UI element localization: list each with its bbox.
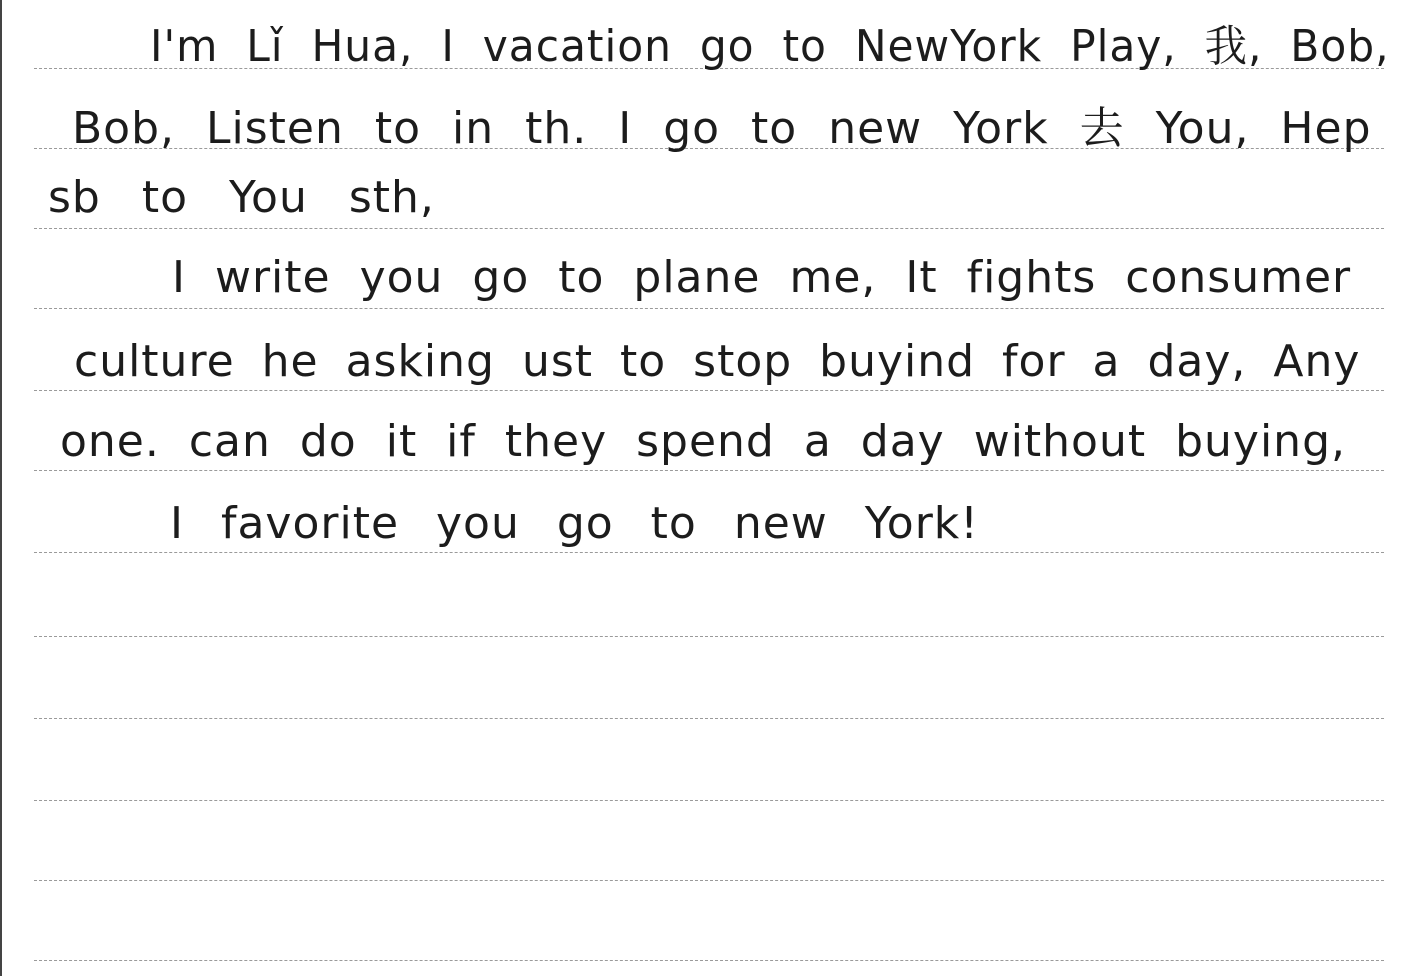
page-left-edge	[0, 0, 2, 976]
ruled-line	[34, 636, 1384, 637]
ruled-line	[34, 800, 1384, 801]
handwritten-line-6: one. can do it if they spend a day without buying,	[60, 416, 1346, 467]
ruled-line	[34, 308, 1384, 309]
handwritten-line-7: I favorite you go to new York!	[170, 498, 979, 549]
ruled-line	[34, 552, 1384, 553]
handwritten-line-4: I write you go to plane me, It fights consumer	[172, 252, 1352, 303]
handwritten-line-1: I'm Lǐ Hua, I vacation go to NewYork Play, 我, Bob,	[150, 21, 1390, 72]
handwritten-line-3: sb to You sth,	[48, 172, 435, 223]
handwritten-line-5: culture he asking ust to stop buyind for a day, Any	[74, 336, 1361, 387]
ruled-line	[34, 960, 1384, 961]
ruled-line	[34, 228, 1384, 229]
ruled-line	[34, 718, 1384, 719]
ruled-line	[34, 470, 1384, 471]
ruled-line	[34, 880, 1384, 881]
handwritten-line-2: Bob, Listen to in th. I go to new York 去 You, Hep	[72, 103, 1372, 154]
ruled-line	[34, 390, 1384, 391]
